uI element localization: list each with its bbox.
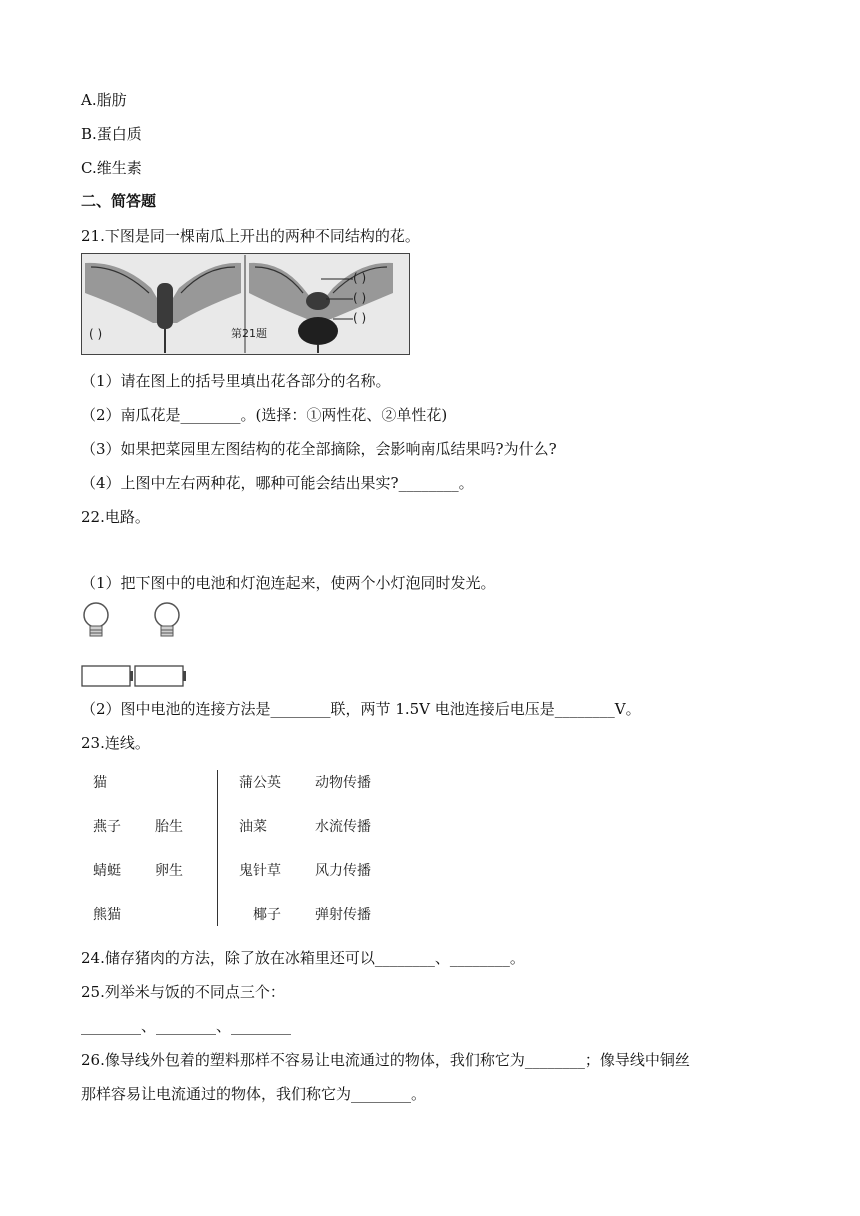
spread-method-item: 弹射传播: [315, 907, 371, 923]
plant-item: 鬼针草: [239, 863, 281, 879]
matching-figure: [81, 762, 401, 930]
option-b: B.蛋白质: [81, 125, 142, 143]
animal-item: 猫: [93, 775, 107, 791]
section-title: 二、简答题: [81, 192, 157, 210]
spread-method-item: 风力传播: [315, 863, 371, 879]
q22-stem: 22.电路。: [81, 508, 150, 526]
pumpkin-flowers-figure: [81, 253, 410, 355]
q22-sub2: （2）图中电池的连接方法是________联，两节 1.5V 电池连接后电压是________V。: [81, 700, 641, 718]
bracket-right-2: ( ): [353, 291, 367, 305]
q21-stem: 21.下图是同一棵南瓜上开出的两种不同结构的花。: [81, 227, 420, 245]
option-a: A.脂肪: [81, 91, 127, 109]
battery-icon-2: [135, 666, 186, 686]
option-c: C.维生素: [81, 159, 142, 177]
bulb-icon-1: [84, 603, 108, 636]
q21-sub4: （4）上图中左右两种花，哪种可能会结出果实?________。: [81, 474, 474, 492]
q21-sub2: （2）南瓜花是________。(选择：①两性花、②单性花): [81, 406, 448, 424]
plant-item: 椰子: [253, 907, 281, 923]
q23-stem: 23.连线。: [81, 734, 150, 752]
spread-method-item: 水流传播: [315, 819, 371, 835]
birth-type-item: 胎生: [155, 819, 183, 835]
bracket-right-3: ( ): [353, 311, 367, 325]
bulbs-and-batteries-drawing: [81, 600, 191, 690]
q26-line2: 那样容易让电流通过的物体，我们称它为________。: [81, 1085, 427, 1103]
animal-item: 燕子: [93, 819, 121, 835]
circuit-figure: [81, 600, 191, 690]
q26-line1: 26.像导线外包着的塑料那样不容易让电流通过的物体，我们称它为________；像导线中铜丝: [81, 1051, 690, 1069]
q22-sub1: （1）把下图中的电池和灯泡连起来，使两个小灯泡同时发光。: [81, 574, 496, 592]
spread-method-item: 动物传播: [315, 775, 371, 791]
q21-sub1: （1）请在图上的括号里填出花各部分的名称。: [81, 372, 391, 390]
bracket-right-1: ( ): [353, 271, 367, 285]
bulb-icon-2: [155, 603, 179, 636]
figure-caption: 第21题: [231, 327, 267, 340]
q25-blanks: ________、________、________: [81, 1017, 292, 1035]
plant-item: 蒲公英: [239, 775, 281, 791]
birth-type-item: 卵生: [155, 863, 183, 879]
divider-line: [217, 770, 218, 926]
q25-text: 25.列举米与饭的不同点三个：: [81, 983, 285, 1001]
battery-icon-1: [82, 666, 133, 686]
animal-item: 蜻蜓: [93, 863, 121, 879]
plant-item: 油菜: [239, 819, 267, 835]
q24-text: 24.储存猪肉的方法，除了放在冰箱里还可以________、________。: [81, 949, 525, 967]
animal-item: 熊猫: [93, 907, 121, 923]
bracket-left-1: ( ): [89, 327, 103, 341]
q21-sub3: （3）如果把菜园里左图结构的花全部摘除，会影响南瓜结果吗?为什么?: [81, 440, 557, 458]
